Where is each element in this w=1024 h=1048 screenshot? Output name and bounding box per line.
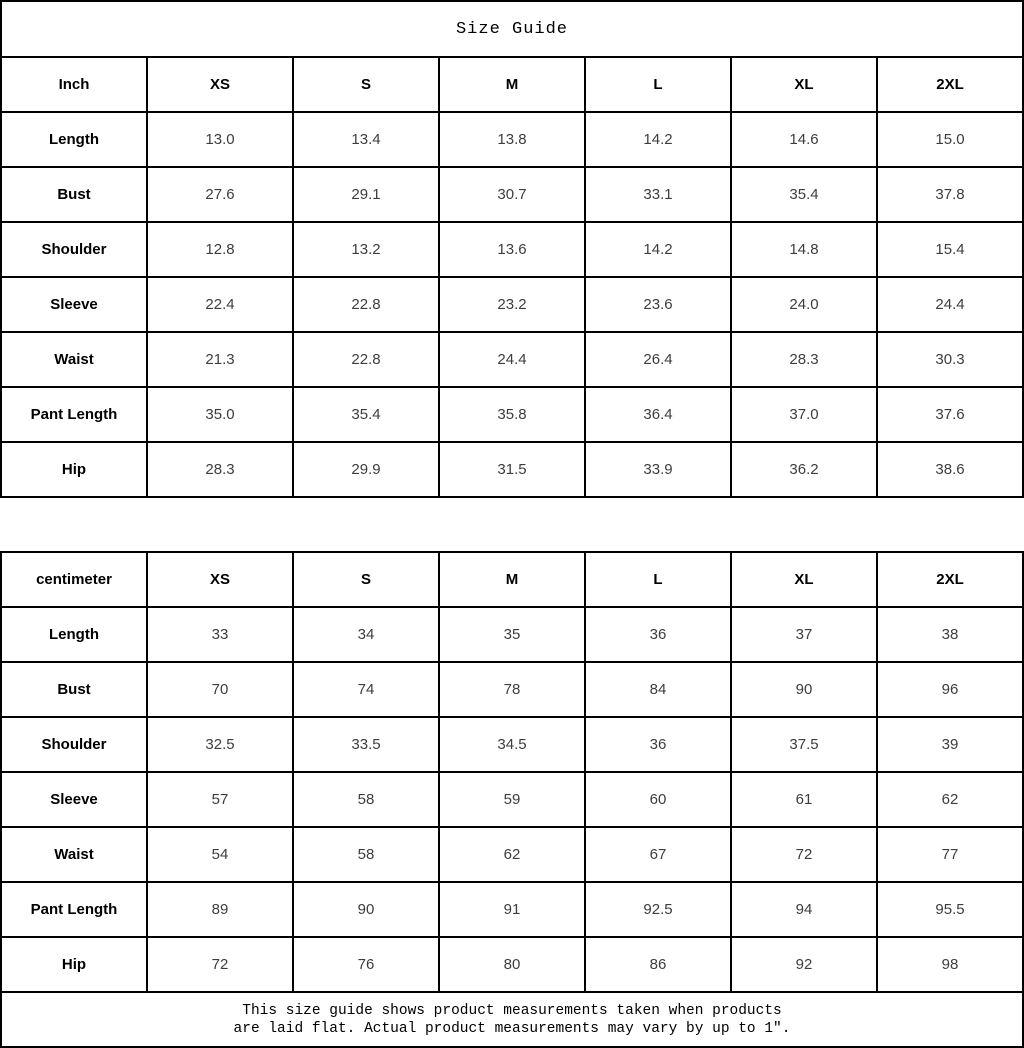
table-row: [1, 772, 1023, 827]
measurement-cell: 32.5: [147, 717, 293, 772]
size-column-header: XS: [147, 552, 293, 607]
table-row: [1, 387, 1023, 442]
title-row: [1, 1, 1023, 57]
measurement-cell: 35.0: [147, 387, 293, 442]
row-label: Waist: [1, 827, 147, 882]
inch-size-table: [0, 0, 1024, 498]
measurement-cell: 36.2: [731, 442, 877, 497]
row-label: Length: [1, 607, 147, 662]
measurement-cell: 30.3: [877, 332, 1023, 387]
table-gap: [0, 498, 1024, 551]
measurement-cell: 22.8: [293, 332, 439, 387]
measurement-cell: 26.4: [585, 332, 731, 387]
measurement-cell: 38.6: [877, 442, 1023, 497]
measurement-cell: 94: [731, 882, 877, 937]
measurement-cell: 33.1: [585, 167, 731, 222]
measurement-cell: 30.7: [439, 167, 585, 222]
size-column-header: XS: [147, 57, 293, 112]
table-row: [1, 442, 1023, 497]
table-row: [1, 332, 1023, 387]
row-label: Pant Length: [1, 882, 147, 937]
measurement-cell: 35: [439, 607, 585, 662]
measurement-cell: 77: [877, 827, 1023, 882]
measurement-cell: 84: [585, 662, 731, 717]
footer-note-line-1: This size guide shows product measurements taken when products: [242, 1002, 782, 1019]
footer-note-line-2: are laid flat. Actual product measurements may vary by up to 1″.: [233, 1020, 791, 1037]
measurement-cell: 13.6: [439, 222, 585, 277]
measurement-cell: 39: [877, 717, 1023, 772]
centimeter-size-table: [0, 551, 1024, 1048]
measurement-cell: 12.8: [147, 222, 293, 277]
row-label: Bust: [1, 167, 147, 222]
measurement-cell: 14.2: [585, 112, 731, 167]
table-row: [1, 937, 1023, 992]
measurement-cell: 23.6: [585, 277, 731, 332]
measurement-cell: 91: [439, 882, 585, 937]
row-label: Pant Length: [1, 387, 147, 442]
row-label: Sleeve: [1, 772, 147, 827]
measurement-cell: 96: [877, 662, 1023, 717]
measurement-cell: 21.3: [147, 332, 293, 387]
measurement-cell: 37.8: [877, 167, 1023, 222]
size-column-header: M: [439, 57, 585, 112]
size-column-header: S: [293, 552, 439, 607]
measurement-cell: 33: [147, 607, 293, 662]
measurement-cell: 92: [731, 937, 877, 992]
measurement-cell: 34.5: [439, 717, 585, 772]
measurement-cell: 74: [293, 662, 439, 717]
measurement-cell: 61: [731, 772, 877, 827]
measurement-cell: 59: [439, 772, 585, 827]
measurement-cell: 35.8: [439, 387, 585, 442]
measurement-cell: 76: [293, 937, 439, 992]
measurement-cell: 34: [293, 607, 439, 662]
measurement-cell: 36: [585, 717, 731, 772]
measurement-cell: 62: [439, 827, 585, 882]
table-row: [1, 882, 1023, 937]
measurement-cell: 57: [147, 772, 293, 827]
row-label: Shoulder: [1, 717, 147, 772]
measurement-cell: 67: [585, 827, 731, 882]
measurement-cell: 58: [293, 827, 439, 882]
size-column-header: S: [293, 57, 439, 112]
measurement-cell: 28.3: [731, 332, 877, 387]
size-column-header: 2XL: [877, 57, 1023, 112]
measurement-cell: 80: [439, 937, 585, 992]
measurement-cell: 14.6: [731, 112, 877, 167]
table-row: [1, 277, 1023, 332]
measurement-cell: 13.4: [293, 112, 439, 167]
table-row: [1, 112, 1023, 167]
row-label: Waist: [1, 332, 147, 387]
measurement-cell: 29.1: [293, 167, 439, 222]
measurement-cell: 98: [877, 937, 1023, 992]
size-column-header: XL: [731, 552, 877, 607]
measurement-cell: 37: [731, 607, 877, 662]
table-row: [1, 167, 1023, 222]
measurement-cell: 33.9: [585, 442, 731, 497]
measurement-cell: 72: [147, 937, 293, 992]
table-header-row: [1, 552, 1023, 607]
measurement-cell: 92.5: [585, 882, 731, 937]
measurement-cell: 13.0: [147, 112, 293, 167]
measurement-cell: 70: [147, 662, 293, 717]
size-column-header: M: [439, 552, 585, 607]
measurement-cell: 90: [293, 882, 439, 937]
table-row: [1, 717, 1023, 772]
measurement-cell: 89: [147, 882, 293, 937]
measurement-cell: 37.6: [877, 387, 1023, 442]
size-column-header: L: [585, 552, 731, 607]
measurement-cell: 35.4: [731, 167, 877, 222]
measurement-cell: 24.0: [731, 277, 877, 332]
measurement-cell: 14.8: [731, 222, 877, 277]
measurement-cell: 27.6: [147, 167, 293, 222]
row-label: Shoulder: [1, 222, 147, 277]
measurement-cell: 33.5: [293, 717, 439, 772]
measurement-cell: 37.5: [731, 717, 877, 772]
measurement-cell: 95.5: [877, 882, 1023, 937]
size-column-header: 2XL: [877, 552, 1023, 607]
row-label: Bust: [1, 662, 147, 717]
row-label: Hip: [1, 937, 147, 992]
measurement-cell: 90: [731, 662, 877, 717]
size-column-header: L: [585, 57, 731, 112]
footer-row: [1, 992, 1023, 1047]
measurement-cell: 37.0: [731, 387, 877, 442]
measurement-cell: 60: [585, 772, 731, 827]
measurement-cell: 24.4: [439, 332, 585, 387]
measurement-cell: 58: [293, 772, 439, 827]
measurement-cell: 23.2: [439, 277, 585, 332]
measurement-cell: 24.4: [877, 277, 1023, 332]
footer-note: [1, 992, 1023, 1047]
measurement-cell: 35.4: [293, 387, 439, 442]
page-title: Size Guide: [1, 1, 1023, 57]
measurement-cell: 78: [439, 662, 585, 717]
table-row: [1, 827, 1023, 882]
unit-header: Inch: [1, 57, 147, 112]
measurement-cell: 31.5: [439, 442, 585, 497]
measurement-cell: 28.3: [147, 442, 293, 497]
row-label: Sleeve: [1, 277, 147, 332]
measurement-cell: 22.8: [293, 277, 439, 332]
row-label: Hip: [1, 442, 147, 497]
measurement-cell: 36.4: [585, 387, 731, 442]
measurement-cell: 86: [585, 937, 731, 992]
measurement-cell: 62: [877, 772, 1023, 827]
table-row: [1, 662, 1023, 717]
table-row: [1, 607, 1023, 662]
row-label: Length: [1, 112, 147, 167]
measurement-cell: 14.2: [585, 222, 731, 277]
table-row: [1, 222, 1023, 277]
measurement-cell: 36: [585, 607, 731, 662]
measurement-cell: 72: [731, 827, 877, 882]
size-column-header: XL: [731, 57, 877, 112]
unit-header: centimeter: [1, 552, 147, 607]
measurement-cell: 22.4: [147, 277, 293, 332]
measurement-cell: 15.0: [877, 112, 1023, 167]
measurement-cell: 13.2: [293, 222, 439, 277]
measurement-cell: 29.9: [293, 442, 439, 497]
measurement-cell: 15.4: [877, 222, 1023, 277]
measurement-cell: 38: [877, 607, 1023, 662]
table-header-row: [1, 57, 1023, 112]
measurement-cell: 54: [147, 827, 293, 882]
measurement-cell: 13.8: [439, 112, 585, 167]
